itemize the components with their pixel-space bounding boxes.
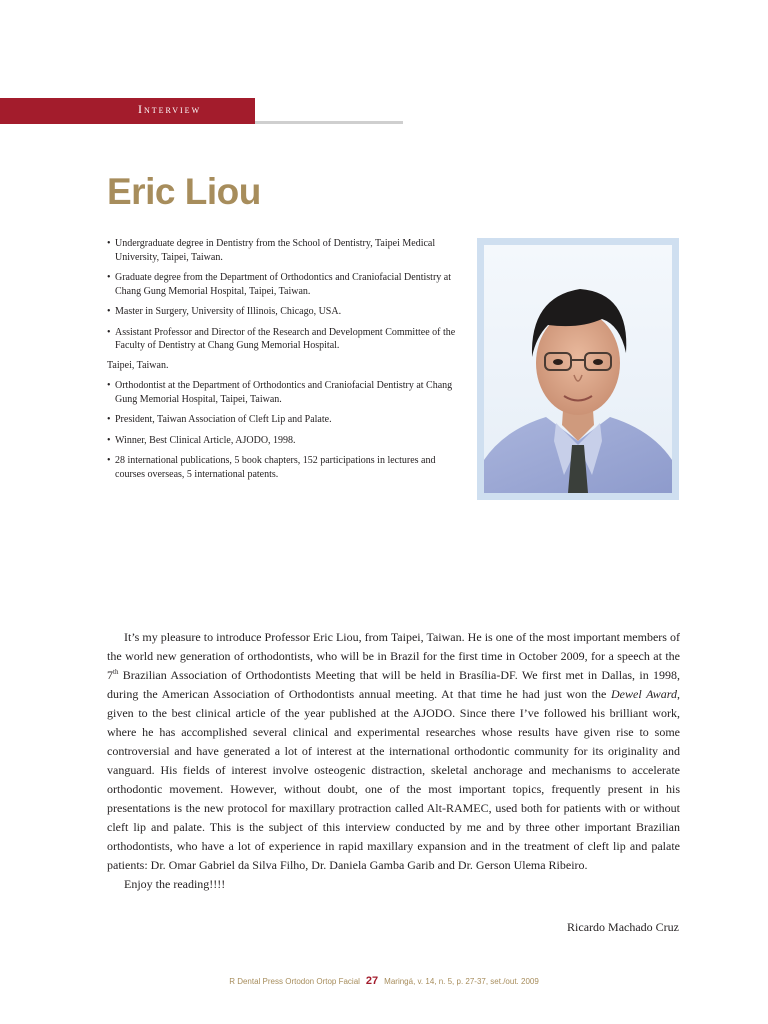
bio-item: • Graduate degree from the Department of Orthodontics and Craniofacial Dentistry at Chang Gung Memorial Hospital, Taipei, Taiwan. xyxy=(107,271,459,298)
journal-name: R Dental Press Ortodon Ortop Facial xyxy=(229,977,360,986)
bio-item: • Winner, Best Clinical Article, AJODO, 1998. xyxy=(107,434,459,448)
intro-paragraph: It’s my pleasure to introduce Professor Eric Liou, from Taipei, Taiwan. He is one of the most important members of the world new generation of orthodontists, who will be in Brazil for the first time in October 2009, for a speech at the 7th Brazilian Association of Orthodontists Meeting that will be held in Brasília-DF. We first met in Dallas, in 1998, during the American Association of Orthodontists annual meeting. At that time he had just won the Dewel Award, given to the best clinical article of the year published at the AJODO. Since there I’ve followed his brilliant work, where he has accomplished several clinical and experimental researches whose results have given rise to some controversial and have generated a lot of interest at the international orthodontic community for its originality and vanguard. His fields of interest involve osteogenic distraction, skeletal anchorage and mechanisms to accelerate orthodontic movement. However, without doubt, one of the most important topics, frequently present in his presentations is the new protocol for maxillary protraction called Alt-RAMEC, used both for patients with or without cleft lip and palate. This is the subject of this interview conducted by me and by three other important Brazilian orthodontists, who have a lot of experience in rapid maxillary expansion and in the treatment of cleft lip and palate patients: Dr. Omar Gabriel da Silva Filho, Dr. Daniela Gamba Garib and Dr. Gerson Ulema Ribeiro. xyxy=(107,630,680,872)
page-number: 27 xyxy=(365,975,379,987)
section-rule xyxy=(255,121,403,124)
bio-item: • Orthodontist at the Department of Orthodontics and Craniofacial Dentistry at Chang Gung Memorial Hospital, Taipei, Taiwan. xyxy=(107,379,459,406)
portrait-frame xyxy=(477,238,679,500)
intro-closing: Enjoy the reading!!!! xyxy=(124,877,226,891)
section-label: Interview xyxy=(138,102,202,116)
bio-list xyxy=(107,237,459,488)
portrait-photo xyxy=(484,245,672,493)
bio-item: • Master in Surgery, University of Illinois, Chicago, USA. xyxy=(107,305,459,319)
author-signature: Ricardo Machado Cruz xyxy=(567,920,679,934)
bio-item: • President, Taiwan Association of Cleft Lip and Palate. xyxy=(107,413,459,427)
bio-item-continued: Taipei, Taiwan. xyxy=(107,359,169,371)
bio-item: • Assistant Professor and Director of the Research and Development Committee of the Faculty of Dentistry at Chang Gung Memorial Hospital. xyxy=(107,326,459,353)
page-footer xyxy=(0,975,768,987)
introduction-text xyxy=(107,628,680,894)
section-band xyxy=(0,98,255,124)
citation: Maringá, v. 14, n. 5, p. 27-37, set./out. 2009 xyxy=(384,977,539,986)
interviewee-name: Eric Liou xyxy=(107,171,261,212)
bio-item: • Undergraduate degree in Dentistry from the School of Dentistry, Taipei Medical University, Taipei, Taiwan. xyxy=(107,237,459,264)
bio-item: • 28 international publications, 5 book chapters, 152 participations in lectures and courses overseas, 5 international patents. xyxy=(107,454,459,481)
